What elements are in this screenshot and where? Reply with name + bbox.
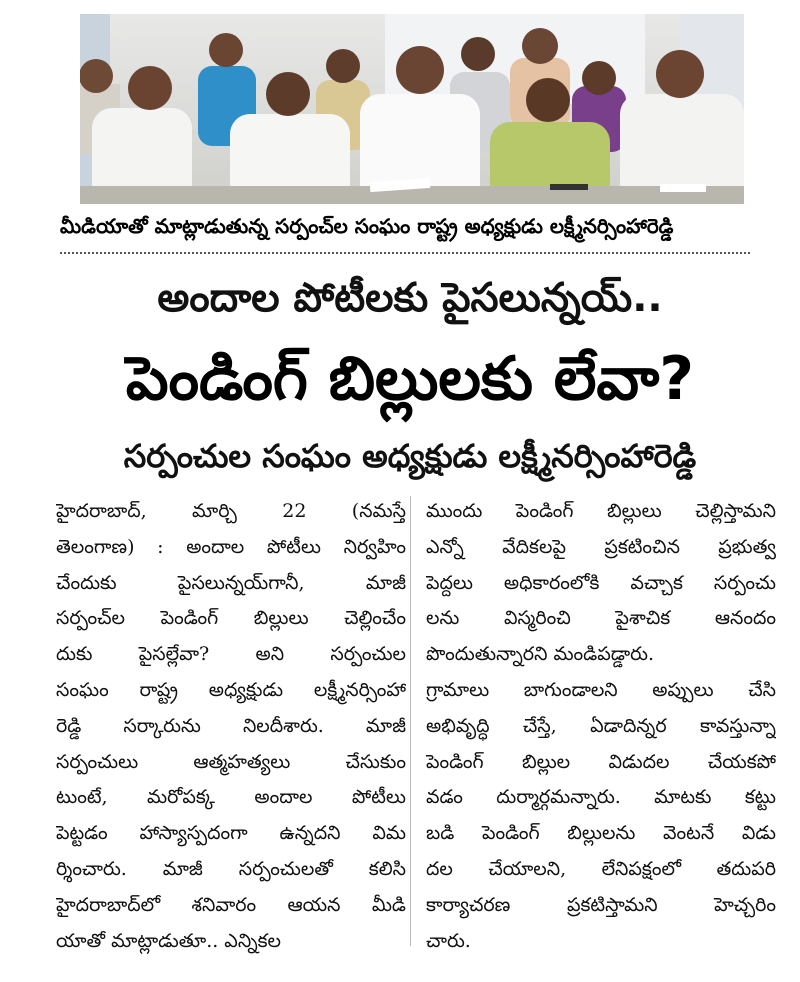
article-line: యాతో మాట్లాడుతూ.. ఎన్నికల (56, 929, 282, 952)
article-line: పెట్టడం హాస్యాస్పదంగా ఉన్నదని విమ (56, 822, 406, 845)
article-line: సర్పంచులు ఆత్మహత్యలు చేసుకుం (56, 750, 406, 773)
article-line: వడం దుర్మార్గమన్నారు. మాటకు కట్టు (426, 786, 776, 809)
main-headline: పెండింగ్ బిల్లులకు లేవా? (125, 344, 695, 414)
article-line: సంఘం రాష్ట్ర అధ్యక్షుడు లక్ష్మీనర్సింహా (56, 678, 406, 701)
article-line: దుకు పైసల్లేవా? అని సర్పంచుల (56, 643, 406, 666)
kicker-headline: అందాల పోటీలకు పైసలున్నయ్.. (157, 275, 663, 321)
article-line: పెద్దలు అధికారంలోకి వచ్చాక సర్పంచు (426, 571, 776, 594)
article-line: సర్పంచ్‌ల పెండింగ్ బిల్లులు చెల్లించేం (56, 607, 406, 630)
article-line: బడి పెండింగ్ బిల్లులను వెంటనే విడు (426, 822, 776, 845)
article-column-left (56, 494, 406, 959)
article-line: తెలంగాణ) : అందాల పోటీలు నిర్వహిం (56, 535, 406, 558)
article-line: హైదరాబాద్, మార్చి 22 (నమస్తే (56, 500, 406, 522)
sub-headline: సర్పంచుల సంఘం అధ్యక్షుడు లక్ష్మీనర్సింహారెడ్డి (123, 437, 697, 475)
article-column-right (426, 494, 776, 959)
article-line: గ్రామాలు బాగుండాలని అప్పులు చేసి (426, 678, 776, 701)
article-line: ర్శించారు. మాజీ సర్పంచులతో కలిసి (56, 857, 406, 880)
press-meet-photo (80, 14, 744, 204)
article-line: టుంటే, మరోపక్క అందాల పోటీలు (56, 786, 406, 809)
article-line: పొందుతున్నారని మండిపడ్డారు. (426, 643, 655, 666)
article-line: చారు. (426, 929, 471, 952)
article-line: పెండింగ్ బిల్లుల విడుదల చేయకపో (426, 750, 776, 773)
photo-caption: మీడియాతో మాట్లాడుతున్న సర్పంచ్‌ల సంఘం రాష్ట్ర అధ్యక్షుడు లక్ష్మీనర్సింహారెడ్డి (60, 214, 674, 238)
article-line: లను విస్మరించి పైశాచిక ఆనందం (426, 607, 776, 630)
column-divider (410, 496, 411, 946)
article-line: రెడ్డి సర్కారును నిలదీశారు. మాజీ (56, 714, 406, 737)
article-line: చేందుకు పైసలున్నయ్‌గానీ, మాజీ (56, 571, 406, 594)
article-line: దల చేయాలని, లేనిపక్షంలో తదుపరి (426, 857, 776, 880)
article-line: ముందు పెండింగ్ బిల్లులు చెల్లిస్తామని (426, 500, 776, 522)
article-line: అభివృద్ధి చేస్తే, ఏడాదిన్నర కావస్తున్నా (426, 714, 776, 737)
article-line: ఎన్నో వేదికలపై ప్రకటించిన ప్రభుత్వ (426, 535, 776, 558)
article-line: హైదరాబాద్‌లో శనివారం ఆయన మీడి (56, 893, 406, 916)
article-line: కార్యాచరణ ప్రకటిస్తామని హెచ్చరిం (426, 893, 776, 916)
caption-divider (60, 252, 750, 254)
